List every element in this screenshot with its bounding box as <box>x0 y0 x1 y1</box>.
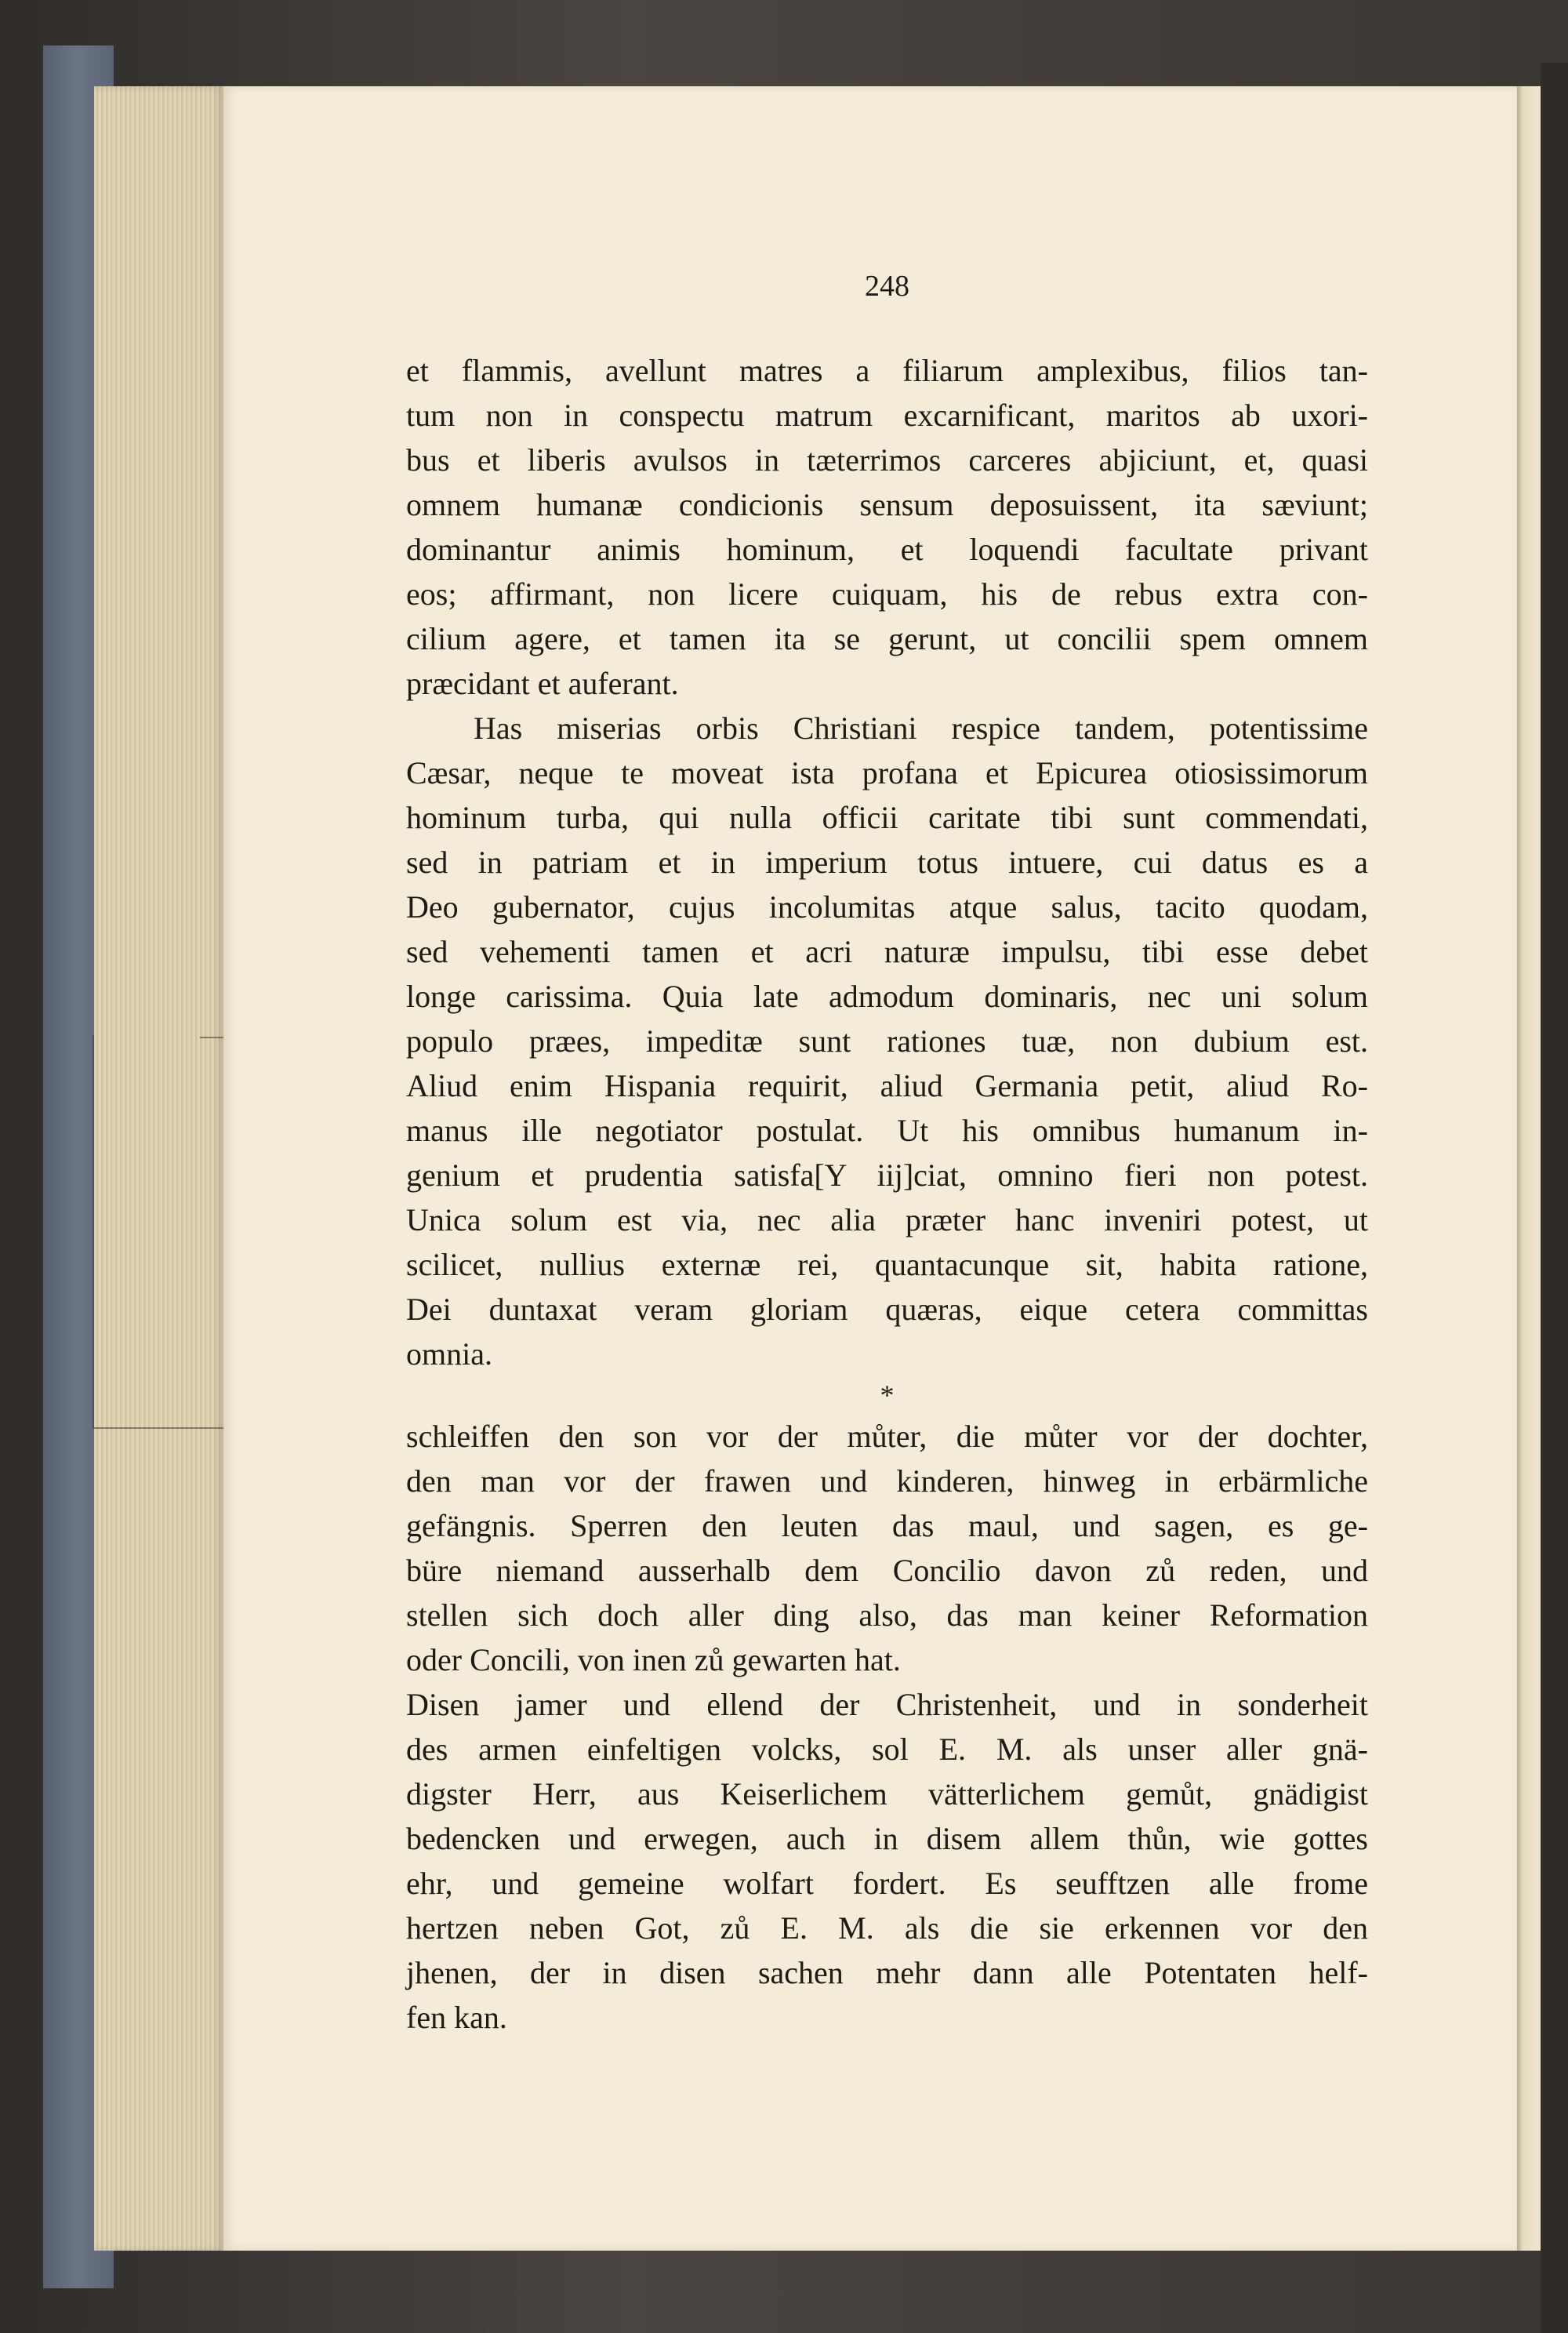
text-line: dominantur animis hominum, et loquendi facultate privant <box>406 532 1368 567</box>
text-line: hominum turba, qui nulla officii caritate tibi sunt commendati, <box>406 800 1368 835</box>
section-separator: * <box>880 1379 895 1411</box>
binding-shadow <box>1541 63 1568 2333</box>
pencil-margin-tick <box>200 1037 223 1038</box>
text-line: stellen sich doch aller ding also, das man keiner Reformation <box>406 1597 1368 1633</box>
text-line: büre niemand ausserhalb dem Concilio davon zů reden, und <box>406 1553 1368 1588</box>
text-line: sed vehementi tamen et acri naturæ impulsu, tibi esse debet <box>406 934 1368 969</box>
text-line: ehr, und gemeine wolfart fordert. Es seufftzen alle frome <box>406 1866 1368 1901</box>
text-line: bus et liberis avulsos in tæterrimos carceres abjiciunt, et, quasi <box>406 442 1368 478</box>
text-line: præcidant et auferant. <box>406 666 679 701</box>
text-line: Dei duntaxat veram gloriam quæras, eique cetera committas <box>406 1292 1368 1327</box>
text-line: schleiffen den son vor der můter, die můter vor der dochter, <box>406 1419 1368 1454</box>
text-line: cilium agere, et tamen ita se gerunt, ut concilii spem omnem <box>406 621 1368 656</box>
text-line: eos; affirmant, non licere cuiquam, his de rebus extra con- <box>406 576 1368 612</box>
text-line: Has miserias orbis Christiani respice tandem, potentissime <box>474 710 1368 746</box>
text-line: gefängnis. Sperren den leuten das maul, und sagen, es ge- <box>406 1508 1368 1543</box>
pencil-margin-mark <box>93 1035 223 1429</box>
text-line: oder Concili, von inen zů gewarten hat. <box>406 1642 901 1677</box>
text-line: longe carissima. Quia late admodum dominaris, nec uni solum <box>406 979 1368 1014</box>
text-line: scilicet, nullius externæ rei, quantacunque sit, habita ratione, <box>406 1247 1368 1282</box>
next-page-edge <box>1517 86 1541 2251</box>
text-line: fen kan. <box>406 2000 507 2035</box>
text-line: den man vor der frawen und kinderen, hinweg in erbärmliche <box>406 1463 1368 1499</box>
text-line: omnem humanæ condicionis sensum deposuissent, ita sæviunt; <box>406 487 1368 522</box>
text-line: populo præes, impeditæ sunt rationes tuæ, non dubium est. <box>406 1023 1368 1059</box>
text-line: tum non in conspectu matrum excarnificant, maritos ab uxori- <box>406 398 1368 433</box>
page-text <box>406 267 1368 2040</box>
text-line: genium et prudentia satisfa[Y iij]ciat, omnino fieri non potest. <box>406 1157 1368 1193</box>
german-passage <box>406 1414 1368 2040</box>
text-line: Disen jamer und ellend der Christenheit, und in sonderheit <box>406 1687 1368 1722</box>
page-number: 248 <box>865 270 909 303</box>
text-line: Aliud enim Hispania requirit, aliud Germania petit, aliud Ro- <box>406 1068 1368 1103</box>
text-line: sed in patriam et in imperium totus intuere, cui datus es a <box>406 845 1368 880</box>
text-line: des armen einfeltigen volcks, sol E. M. als unser aller gnä- <box>406 1732 1368 1767</box>
text-line: Deo gubernator, cujus incolumitas atque salus, tacito quodam, <box>406 889 1368 925</box>
text-line: et flammis, avellunt matres a filiarum amplexibus, filios tan- <box>406 353 1368 388</box>
text-line: manus ille negotiator postulat. Ut his omnibus humanum in- <box>406 1113 1368 1148</box>
text-line: Cæsar, neque te moveat ista profana et Epicurea otiosissimorum <box>406 755 1368 790</box>
latin-passage <box>406 348 1368 1376</box>
text-line: omnia. <box>406 1336 492 1372</box>
text-line: jhenen, der in disen sachen mehr dann alle Potentaten helf- <box>406 1955 1368 1990</box>
text-line: digster Herr, aus Keiserlichem vätterlichem gemůt, gnädigist <box>406 1776 1368 1812</box>
text-line: hertzen neben Got, zů E. M. als die sie erkennen vor den <box>406 1910 1368 1946</box>
text-line: Unica solum est via, nec alia præter hanc inveniri potest, ut <box>406 1202 1368 1237</box>
text-line: bedencken und erwegen, auch in disem allem thůn, wie gottes <box>406 1821 1368 1856</box>
